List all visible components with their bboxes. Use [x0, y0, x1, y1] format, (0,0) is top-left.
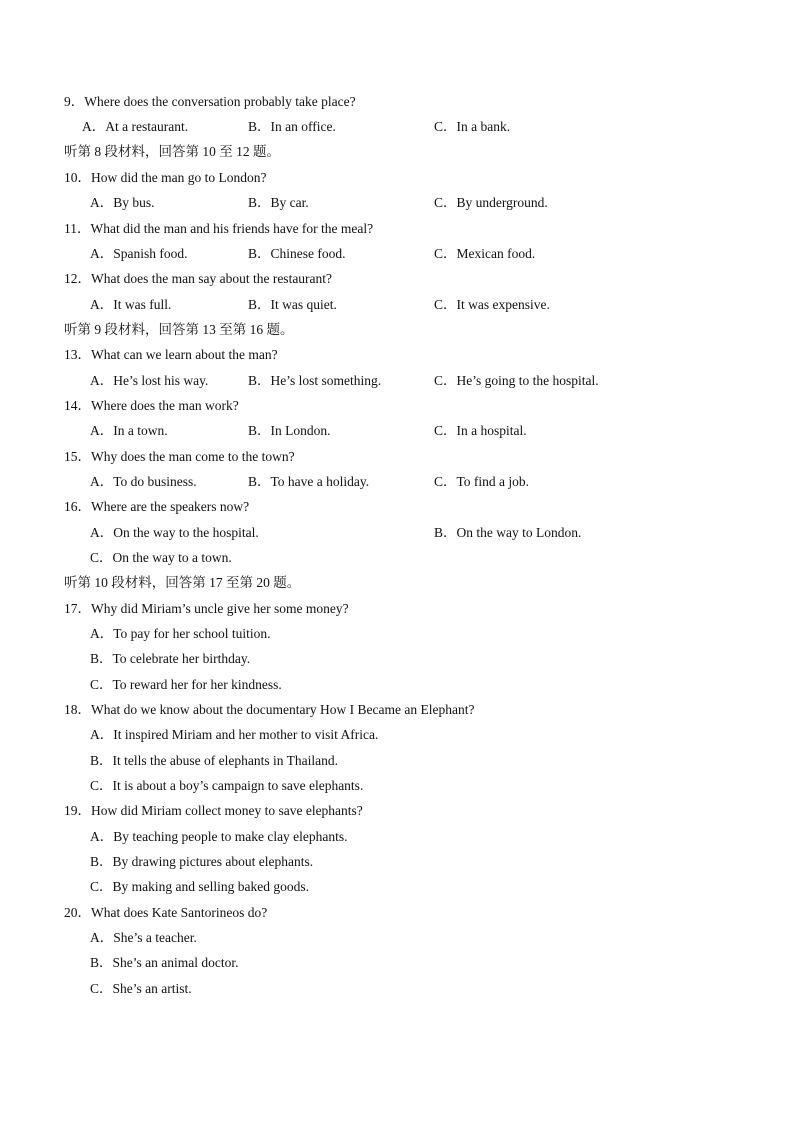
question-16-option-a: A．On the way to the hospital. — [90, 525, 259, 540]
question-12-option-a: A．It was full. — [90, 297, 172, 312]
question-9-option-c: C．In a bank. — [434, 119, 511, 134]
question-13-option-a: A．He’s lost his way. — [90, 373, 209, 388]
question-16-option-c: C．On the way to a town. — [90, 550, 232, 565]
question-9-option-b: B．In an office. — [248, 119, 336, 134]
question-16-option-b: B．On the way to London. — [434, 525, 582, 540]
question-14-option-c: C．In a hospital. — [434, 423, 527, 438]
question-20-option-b: B．She’s an animal doctor. — [90, 955, 239, 970]
question-10-option-b: B．By car. — [248, 195, 309, 210]
question-13-option-b: B．He’s lost something. — [248, 373, 382, 388]
question-11-option-a: A．Spanish food. — [90, 246, 188, 261]
question-18-option-b: B．It tells the abuse of elephants in Thailand. — [90, 753, 338, 768]
section-10-heading: 听第 10 段材料，回答第 17 至第 20 题。 — [64, 575, 301, 590]
question-18-stem: 18．What do we know about the documentary How I Became an Elephant? — [64, 702, 475, 717]
question-11-option-c: C．Mexican food. — [434, 246, 536, 261]
question-9-stem: 9．Where does the conversation probably take place? — [64, 94, 356, 109]
question-18-option-c: C．It is about a boy’s campaign to save elephants. — [90, 778, 364, 793]
question-19-option-a: A．By teaching people to make clay elephants. — [90, 829, 348, 844]
section-8-heading: 听第 8 段材料，回答第 10 至 12 题。 — [64, 144, 280, 159]
question-15-option-c: C．To find a job. — [434, 474, 530, 489]
question-17-option-b: B．To celebrate her birthday. — [90, 651, 251, 666]
question-11-option-b: B．Chinese food. — [248, 246, 346, 261]
question-17-option-a: A．To pay for her school tuition. — [90, 626, 271, 641]
question-19-option-c: C．By making and selling baked goods. — [90, 879, 309, 894]
question-10-option-c: C．By underground. — [434, 195, 548, 210]
question-19-stem: 19．How did Miriam collect money to save elephants? — [64, 803, 363, 818]
question-20-stem: 20．What does Kate Santorineos do? — [64, 905, 268, 920]
question-12-stem: 12．What does the man say about the restaurant? — [64, 271, 333, 286]
question-15-stem: 15．Why does the man come to the town? — [64, 449, 295, 464]
question-15-option-b: B．To have a holiday. — [248, 474, 370, 489]
question-15-option-a: A．To do business. — [90, 474, 197, 489]
question-14-option-b: B．In London. — [248, 423, 331, 438]
question-13-option-c: C．He’s going to the hospital. — [434, 373, 599, 388]
question-17-option-c: C．To reward her for her kindness. — [90, 677, 282, 692]
question-17-stem: 17．Why did Miriam’s uncle give her some money? — [64, 601, 349, 616]
section-9-heading: 听第 9 段材料，回答第 13 至第 16 题。 — [64, 322, 294, 337]
question-13-stem: 13．What can we learn about the man? — [64, 347, 278, 362]
question-19-option-b: B．By drawing pictures about elephants. — [90, 854, 314, 869]
question-9-option-a: A．At a restaurant. — [82, 119, 189, 134]
question-20-option-a: A．She’s a teacher. — [90, 930, 197, 945]
question-12-option-b: B．It was quiet. — [248, 297, 337, 312]
question-10-stem: 10．How did the man go to London? — [64, 170, 267, 185]
question-14-stem: 14．Where does the man work? — [64, 398, 239, 413]
question-18-option-a: A．It inspired Miriam and her mother to visit Africa. — [90, 727, 379, 742]
question-11-stem: 11．What did the man and his friends have for the meal? — [64, 221, 374, 236]
question-16-stem: 16．Where are the speakers now? — [64, 499, 250, 514]
question-14-option-a: A．In a town. — [90, 423, 168, 438]
question-20-option-c: C．She’s an artist. — [90, 981, 192, 996]
question-10-option-a: A．By bus. — [90, 195, 155, 210]
question-12-option-c: C．It was expensive. — [434, 297, 550, 312]
